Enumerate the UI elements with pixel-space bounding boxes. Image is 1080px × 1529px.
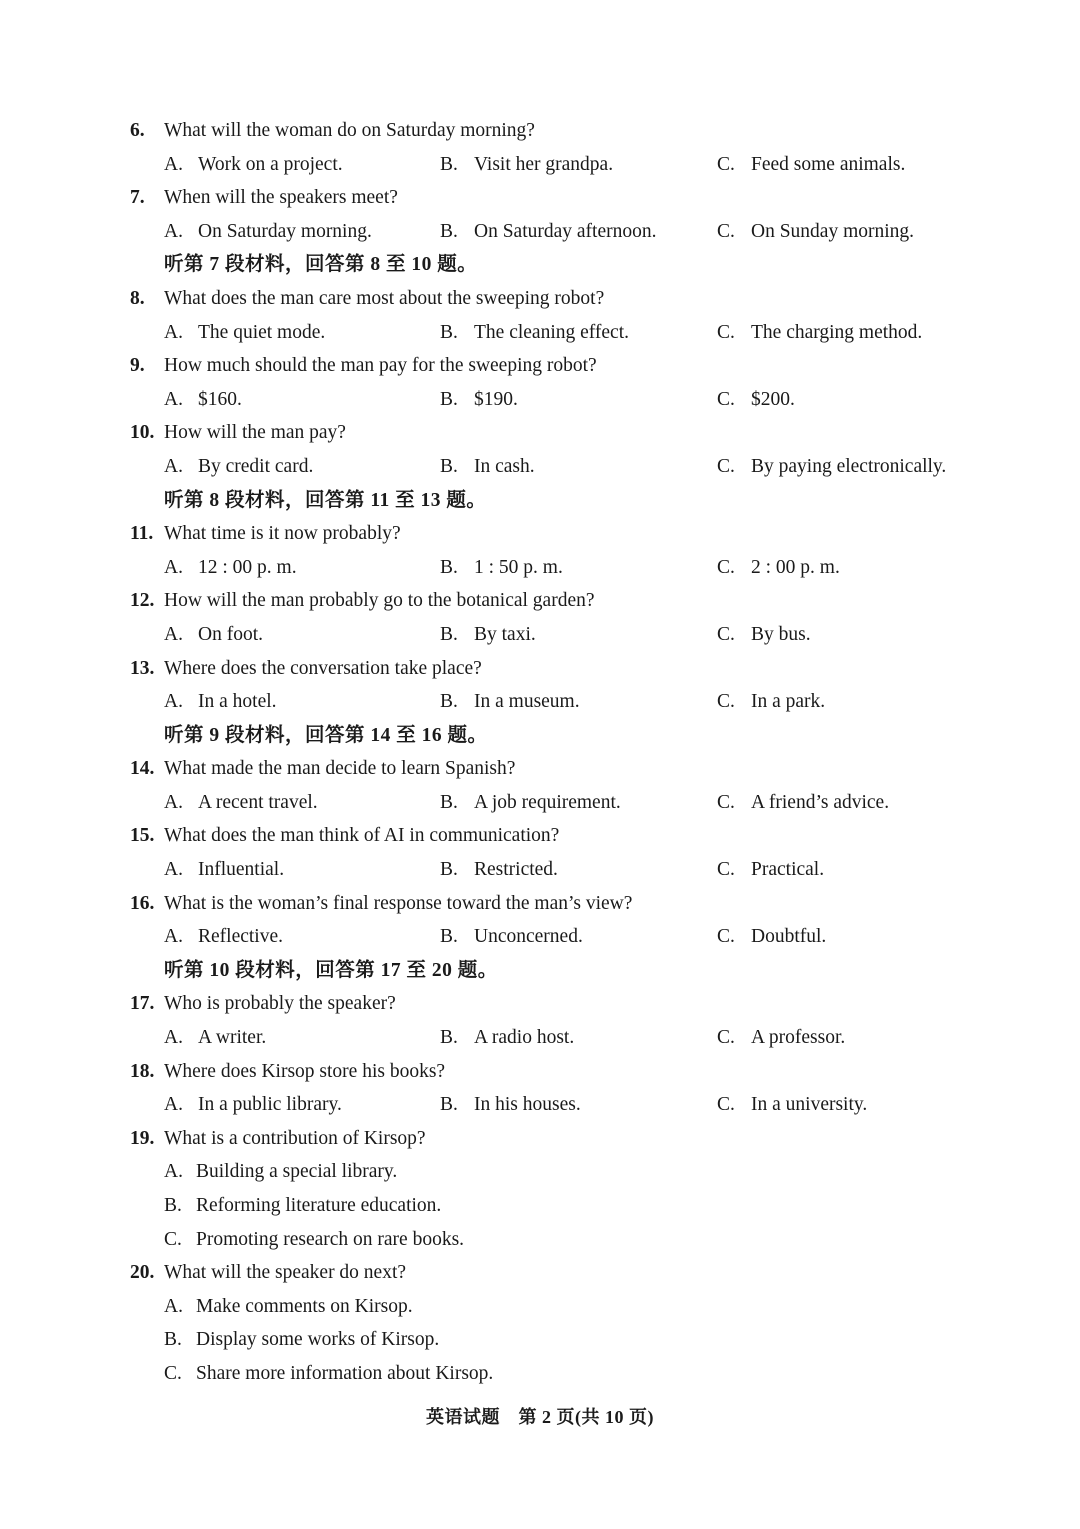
options-17	[130, 1021, 990, 1055]
section-instruction-7: 听第 7 段材料，回答第 8 至 10 题。	[164, 254, 478, 276]
option-a: A. $160.	[164, 388, 242, 410]
page-footer: 英语试题 第 2 页(共 10 页)	[426, 1407, 654, 1427]
option-a: A. On foot.	[164, 623, 263, 645]
question-number: 15.	[130, 825, 155, 847]
question-8	[130, 282, 990, 316]
question-number: 19.	[130, 1127, 155, 1149]
option-c: C. The charging method.	[717, 321, 923, 343]
question-7	[130, 181, 990, 215]
option-c: C. In a park.	[717, 691, 826, 713]
question-text: How will the man probably go to the botanical garden?	[164, 590, 595, 612]
question-text: What does the man think of AI in communication?	[164, 825, 560, 847]
options-8	[130, 316, 990, 350]
options-13	[130, 685, 990, 719]
question-text: What does the man care most about the sweeping robot?	[164, 287, 605, 309]
question-9	[130, 349, 990, 383]
question-number: 7.	[130, 187, 145, 209]
question-14	[130, 752, 990, 786]
option-b: B. Unconcerned.	[440, 926, 583, 948]
question-text: Where does the conversation take place?	[164, 657, 482, 679]
options-15	[130, 853, 990, 887]
question-number: 14.	[130, 758, 155, 780]
question-16	[130, 887, 990, 921]
question-19	[130, 1122, 990, 1156]
question-number: 13.	[130, 657, 155, 679]
option-a: A. A writer.	[164, 1027, 267, 1049]
option-b: B. In a museum.	[440, 691, 580, 713]
section-instruction-8: 听第 8 段材料，回答第 11 至 13 题。	[164, 489, 487, 511]
question-number: 11.	[130, 523, 154, 545]
options-9	[130, 383, 990, 417]
question-text: How much should the man pay for the sweeping robot?	[164, 355, 597, 377]
option-c: C. Feed some animals.	[717, 153, 906, 175]
question-text: What is a contribution of Kirsop?	[164, 1127, 426, 1149]
option-a: A. Work on a project.	[164, 153, 343, 175]
option-b: B. In cash.	[440, 455, 535, 477]
option-b: B. In his houses.	[440, 1094, 581, 1116]
option-b: B. By taxi.	[440, 623, 536, 645]
question-text: What made the man decide to learn Spanish?	[164, 758, 516, 780]
question-text: Where does Kirsop store his books?	[164, 1060, 446, 1082]
options-11	[130, 551, 990, 585]
option-a: A. 12 : 00 p. m.	[164, 556, 297, 578]
question-number: 8.	[130, 287, 145, 309]
question-11	[130, 517, 990, 551]
options-12	[130, 618, 990, 652]
option-a: A. Building a special library.	[164, 1161, 398, 1183]
options-18	[130, 1088, 990, 1122]
options-16	[130, 920, 990, 954]
option-b: B. On Saturday afternoon.	[440, 220, 657, 242]
option-a: A. A recent travel.	[164, 791, 318, 813]
option-b: B. Display some works of Kirsop.	[164, 1329, 440, 1351]
option-a: A. The quiet mode.	[164, 321, 326, 343]
question-text: How will the man pay?	[164, 422, 346, 444]
question-18	[130, 1055, 990, 1089]
question-number: 20.	[130, 1262, 155, 1284]
question-list	[130, 114, 990, 1391]
option-b: B. Restricted.	[440, 859, 558, 881]
option-c: C. Share more information about Kirsop.	[164, 1362, 494, 1384]
option-c: C. $200.	[717, 388, 795, 410]
question-13	[130, 652, 990, 686]
option-a: A. By credit card.	[164, 455, 314, 477]
options-14	[130, 786, 990, 820]
question-20	[130, 1256, 990, 1290]
option-b: B. A job requirement.	[440, 791, 621, 813]
options-7	[130, 215, 990, 249]
question-text: What will the speaker do next?	[164, 1262, 407, 1284]
question-10	[130, 416, 990, 450]
option-b: B. Reforming literature education.	[164, 1195, 442, 1216]
options-6	[130, 148, 990, 182]
section-instruction-9: 听第 9 段材料，回答第 14 至 16 题。	[164, 724, 488, 746]
question-text: Who is probably the speaker?	[164, 993, 396, 1015]
question-text: When will the speakers meet?	[164, 187, 398, 209]
option-a: A. Reflective.	[164, 926, 283, 948]
option-c: C. Promoting research on rare books.	[164, 1228, 465, 1250]
option-a: A. In a public library.	[164, 1094, 342, 1116]
question-15	[130, 819, 990, 853]
option-c: C. Practical.	[717, 859, 825, 881]
question-text: What is the woman’s final response toward the man’s view?	[164, 892, 633, 914]
question-number: 9.	[130, 355, 145, 377]
option-a: A. On Saturday morning.	[164, 220, 372, 242]
option-b: B. A radio host.	[440, 1027, 575, 1049]
option-c: C. On Sunday morning.	[717, 220, 915, 242]
option-c: C. A friend’s advice.	[717, 791, 890, 813]
option-b: B. The cleaning effect.	[440, 321, 630, 343]
option-c: C. In a university.	[717, 1094, 868, 1116]
option-c: C. By paying electronically.	[717, 455, 947, 477]
question-17	[130, 987, 990, 1021]
question-6	[130, 114, 990, 148]
section-instruction-10: 听第 10 段材料，回答第 17 至 20 题。	[164, 959, 498, 981]
question-text: What time is it now probably?	[164, 523, 401, 545]
question-text: What will the woman do on Saturday morning?	[164, 120, 535, 141]
option-b: B. $190.	[440, 388, 518, 410]
question-12	[130, 584, 990, 618]
question-number: 10.	[130, 422, 155, 444]
question-number: 12.	[130, 590, 155, 612]
option-a: A. Make comments on Kirsop.	[164, 1295, 413, 1317]
option-a: A. Influential.	[164, 859, 285, 881]
question-number: 17.	[130, 993, 155, 1015]
option-c: C. Doubtful.	[717, 926, 827, 948]
option-b: B. Visit her grandpa.	[440, 153, 614, 175]
question-number: 6.	[130, 120, 145, 141]
option-a: A. In a hotel.	[164, 691, 277, 713]
option-c: C. A professor.	[717, 1027, 846, 1049]
option-c: C. 2 : 00 p. m.	[717, 556, 840, 578]
option-c: C. By bus.	[717, 623, 811, 645]
options-10	[130, 450, 990, 484]
question-number: 16.	[130, 892, 155, 914]
option-b: B. 1 : 50 p. m.	[440, 556, 563, 578]
question-number: 18.	[130, 1060, 155, 1082]
